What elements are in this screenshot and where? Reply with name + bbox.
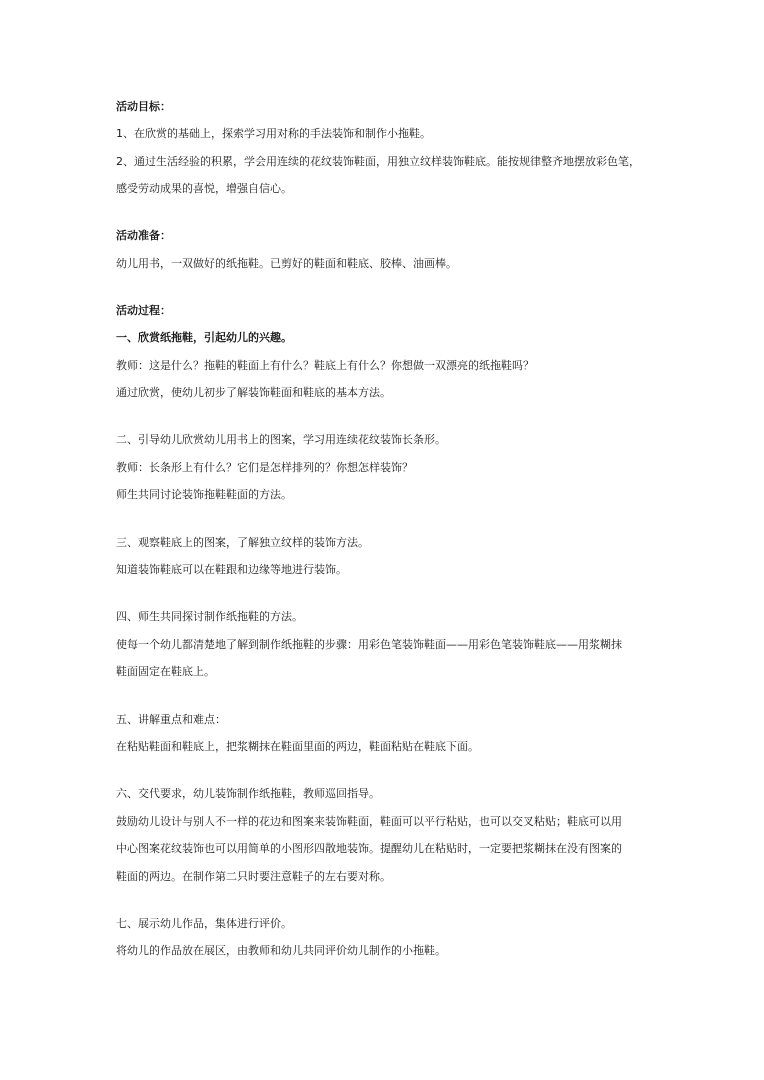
step-1-line-1: 教师：这是什么？拖鞋的鞋面上有什么？鞋底上有什么？你想做一双漂亮的纸拖鞋吗？ <box>116 359 534 372</box>
step-2-heading: 二、引导幼儿欣赏幼儿用书上的图案，学习用连续花纹装饰长条形。 <box>116 433 446 446</box>
prep-text: 幼儿用书，一双做好的纸拖鞋。已剪好的鞋面和鞋底、胶棒、油画棒。 <box>116 257 457 270</box>
step-3-line-1: 知道装饰鞋底可以在鞋跟和边缘等地进行装饰。 <box>116 563 347 576</box>
step-7-line-1: 将幼儿的作品放在展区，由教师和幼儿共同评价幼儿制作的小拖鞋。 <box>116 944 446 957</box>
goal-item-2-line-2: 感受劳动成果的喜悦，增强自信心。 <box>116 182 292 195</box>
process-heading: 活动过程： <box>116 304 171 317</box>
step-2-line-1: 教师：长条形上有什么？它们是怎样排列的？你想怎样装饰？ <box>116 461 413 474</box>
step-3-heading: 三、观察鞋底上的图案，了解独立纹样的装饰方法。 <box>116 536 369 549</box>
step-2-line-2: 师生共同讨论装饰拖鞋鞋面的方法。 <box>116 488 292 501</box>
step-4-heading: 四、师生共同探讨制作纸拖鞋的方法。 <box>116 610 303 623</box>
step-4-line-1: 使每一个幼儿都清楚地了解到制作纸拖鞋的步骤：用彩色笔装饰鞋面——用彩色笔装饰鞋底——用浆糊抹 <box>116 638 622 651</box>
step-1-heading: 一、欣赏纸拖鞋，引起幼儿的兴趣。 <box>116 331 292 344</box>
step-4-line-2: 鞋面固定在鞋底上。 <box>116 665 215 678</box>
step-5-heading: 五、讲解重点和难点： <box>116 713 226 726</box>
step-5-line-1: 在粘贴鞋面和鞋底上，把浆糊抹在鞋面里面的两边，鞋面粘贴在鞋底下面。 <box>116 740 479 753</box>
goal-item-1: 1、在欣赏的基础上，探索学习用对称的手法装饰和制作小拖鞋。 <box>116 127 431 140</box>
step-6-heading: 六、交代要求，幼儿装饰制作纸拖鞋，教师巡回指导。 <box>116 787 380 800</box>
goal-heading: 活动目标： <box>116 100 171 113</box>
step-6-line-3: 鞋面的两边。在制作第二只时要注意鞋子的左右要对称。 <box>116 870 391 883</box>
step-1-line-2: 通过欣赏，使幼儿初步了解装饰鞋面和鞋底的基本方法。 <box>116 386 391 399</box>
step-6-line-2: 中心图案花纹装饰也可以用简单的小图形四散地装饰。提醒幼儿在粘贴时，一定要把浆糊抹在没有图案的 <box>116 842 622 855</box>
step-6-line-1: 鼓励幼儿设计与别人不一样的花边和图案来装饰鞋面，鞋面可以平行粘贴，也可以交叉粘贴；鞋底可以用 <box>116 815 622 828</box>
goal-item-2-line-1: 2、通过生活经验的积累，学会用连续的花纹装饰鞋面，用独立纹样装饰鞋底。能按规律整齐地摆放彩色笔， <box>116 155 640 168</box>
step-7-heading: 七、展示幼儿作品，集体进行评价。 <box>116 917 292 930</box>
prep-heading: 活动准备： <box>116 229 171 242</box>
